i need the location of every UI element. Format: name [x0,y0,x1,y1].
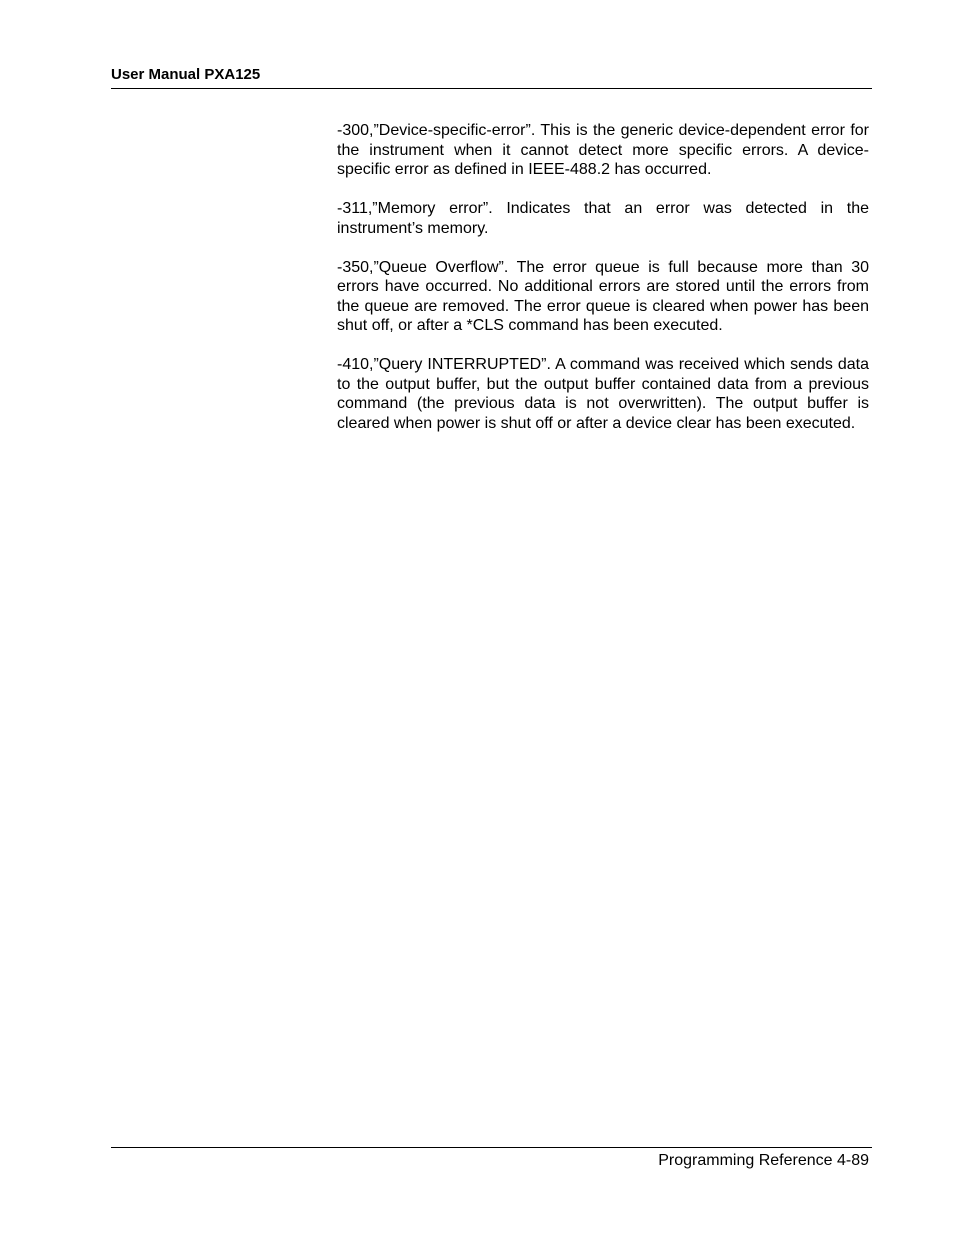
error-410-paragraph: -410,”Query INTERRUPTED”. A command was received which sends data to the output buffer, but the output buffer contained data from a previous command (the previous data is not overwritten). The output buffer is cleared when power is shut off or after a device clear has been executed. [337,356,869,432]
error-350-paragraph: -350,”Queue Overflow”. The error queue is full because more than 30 errors have occurred. No additional errors are stored until the errors from the queue are removed. The error queue is cleared when power has been shut off, or after a *CLS command has been executed. [337,258,869,334]
footer-page-reference: Programming Reference 4-89 [658,1152,869,1169]
body-text [337,121,869,453]
error-300-paragraph: -300,”Device-specific-error”. This is the generic device-dependent error for the instrument when it cannot detect more specific errors. A device- specific error as defined in IEEE-488.2 has occurred. [337,122,869,178]
page-header [111,64,872,89]
page-footer [111,1147,872,1169]
error-311-paragraph: -311,”Memory error”. Indicates that an error was detected in the instrument’s memory. [337,200,869,237]
header-title: User Manual PXA125 [111,66,261,83]
